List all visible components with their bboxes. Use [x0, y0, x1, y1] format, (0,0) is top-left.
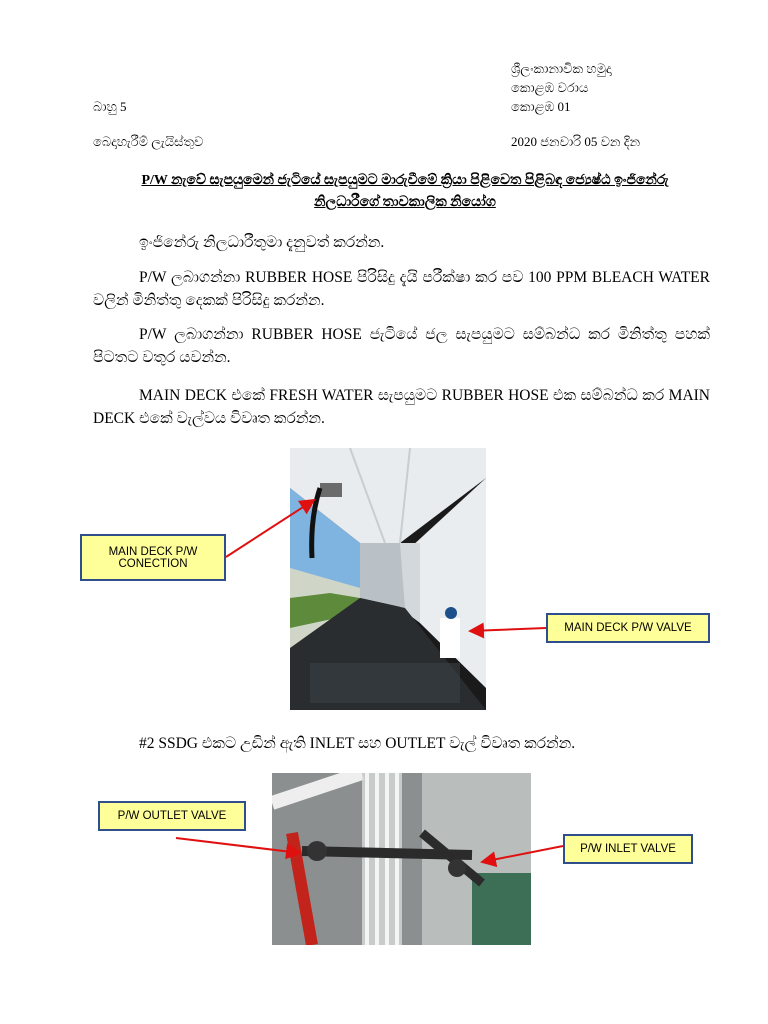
- arrow-to-outlet-valve: [176, 838, 300, 853]
- paragraph-3-text: P/W ලබාගන්නා RUBBER HOSE ජැටියේ ජල සැපයුමට සම්බන්ධ කර මිනිත්තු පහක් පිටතට වතුර යවන්න.: [93, 326, 710, 366]
- org-line-2: කොළඹ වරාය: [511, 80, 589, 95]
- reference-label: කොළඹ 01: [511, 99, 571, 114]
- document-title-line-1: P/W නැවේ සැපයුමෙන් ජැටියේ සැපයුමට මාරුවීමේ ක්‍රියා පිළිවෙත පිළිබඳ ජ්‍යෙෂ්ඨ ඉංජිනේරු: [141, 173, 669, 188]
- callout-main-deck-valve: MAIN DECK P/W VALVE: [546, 613, 710, 643]
- callout-outlet-valve: P/W OUTLET VALVE: [98, 801, 246, 831]
- paragraph-5-text: #2 SSDG එකට උඩින් ඇති INLET සහ OUTLET වැල් විවෘත කරන්න.: [139, 735, 576, 752]
- date-label: 2020 ජනවාරි 05 වන දින: [511, 134, 641, 149]
- paragraph-4-text: MAIN DECK එකේ FRESH WATER සැපයුමට RUBBER HOSE එක සම්බන්ධ කර MAIN DECK එකේ වැල්වය විවෘත කරන්න.: [93, 387, 710, 427]
- paragraph-1-text: ඉංජිනේරු නිලධාරීතුමා දැනුවත් කරන්න.: [139, 234, 385, 251]
- arrow-to-inlet-valve: [482, 846, 563, 862]
- org-line-1: ශ්‍රීලංකානාවික හමුදා: [511, 61, 612, 76]
- distribution-label: බෙදාහැරීම් ලැයිස්තුව: [93, 134, 204, 149]
- document-title-line-2: නිලධාරීගේ තාවකාලික නියෝග: [314, 195, 496, 210]
- callout-inlet-valve: P/W INLET VALVE: [563, 834, 693, 864]
- paragraph-2-text: P/W ලබාගන්නා RUBBER HOSE පිරිසිදු දැයි පරීක්ෂා කර පව 100 PPM BLEACH WATER වලින් මිනිත්තු දෙකක් පිරිසිදු කරන්න.: [93, 269, 710, 309]
- arrow-to-main-deck-valve: [470, 628, 546, 631]
- arrow-to-connection: [226, 500, 314, 557]
- department-label: බාහු 5: [93, 99, 127, 114]
- callout-main-deck-connection: MAIN DECK P/W CONECTION: [80, 534, 226, 581]
